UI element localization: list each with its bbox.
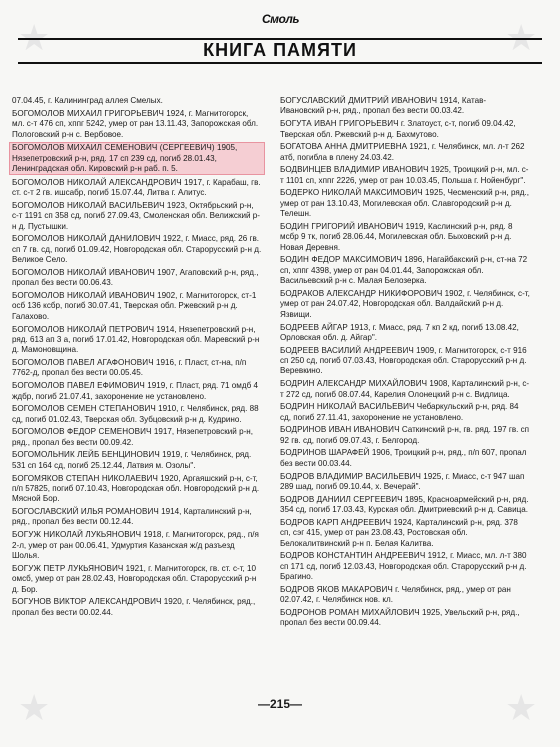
- memorial-entry: [12, 358, 262, 379]
- entry-details: 1920, г. Челябинск, ряд., пропал без вести 00.02.44.: [12, 597, 256, 617]
- entry-name: БОГОМОЛЬНИК ЛЕЙБ БЕНЦИНОВИЧ: [12, 450, 160, 460]
- entry-details: 1919, г. Пласт, ряд. 71 омдб 4 ждбр, погиб 21.07.41, захоронение не установлено.: [12, 381, 258, 401]
- entry-name: БОГОМОЛОВ НИКОЛАЙ ВАСИЛЬЕВИЧ: [12, 200, 165, 210]
- memorial-entry: [9, 142, 265, 175]
- star-icon: ★: [18, 17, 51, 58]
- entry-details: 1910, г. Челябинск, ряд. 88 сд, погиб 01.02.43, Тверская обл. Зубцовский р-н д. Кудрино.: [12, 404, 259, 424]
- entry-name: БОГОМОЛОВ ПАВЕЛ ЕФИМОВИЧ: [12, 381, 145, 391]
- entry-details: 1896, Нагайбакский р-н, ст-на 72 сп, хппг 4398, умер от ран 04.01.44, Запорожская обл. Васильевский р-н с. Малая Белозерка.: [280, 255, 528, 286]
- star-icon: ★: [505, 687, 538, 728]
- memorial-entry: [12, 381, 262, 402]
- memorial-entry: [12, 325, 262, 356]
- memorial-entry: [280, 119, 530, 140]
- entry-details: Саткинский р-н, гв. ряд. 197 гв. сп 92 гв. сд, погиб 09.07.43, г. Белгород.: [280, 425, 530, 445]
- entry-name: БОГОМОЛОВ НИКОЛАЙ ИВАНОВИЧ: [12, 290, 155, 300]
- entry-details: 1914, Нязепетровский р-н, ряд. 613 ап 3 а, погиб 17.01.42, Новгородская обл. Маревский р-н д. Мамоновщина.: [12, 324, 260, 355]
- memorial-entry: [12, 507, 262, 528]
- entry-name: БОДЕРКО НИКОЛАЙ МАКСИМОВИЧ: [280, 188, 423, 198]
- memorial-entry: [280, 222, 530, 253]
- memorial-entry: [12, 178, 262, 199]
- entry-name: БОДРОНОВ РОМАН МИХАЙЛОВИЧ: [280, 607, 420, 617]
- entry-name: БОГУЖ НИКОЛАЙ ЛУКЬЯНОВИЧ: [12, 530, 142, 540]
- entry-name: БОГОСЛАВСКИЙ ИЛЬЯ РОМАНОВИЧ: [12, 507, 159, 517]
- entry-details: Чебаркульский р-н, ряд. 84 сд, погиб 27.11.41, захоронение не установлено.: [280, 402, 519, 422]
- entry-details: 1912, г. Миасс, мл. л-т 380 сп 171 сд, погиб 12.03.43, Новгородская обл. Старорусский р-н д. Брагино.: [280, 551, 527, 582]
- entry-name: БОГУЖ ПЕТР ЛУКЬЯНОВИЧ: [12, 563, 124, 573]
- entry-name: БОГАТОВА АННА ДМИТРИЕВНА: [280, 142, 408, 152]
- entry-details: г. Челябинск, ряд., умер от ран 02.07.42, г. Челябинск нов. кл.: [280, 584, 511, 605]
- entry-name: БОДРОВ ЯКОВ МАКАРОВИЧ: [280, 584, 393, 594]
- entry-details: 1920, Аргаяшский р-н, с-т, п/п 57825, погиб 07.10.43, Новгородская обл. Новгородский р-н д. Мясной Бор.: [12, 473, 260, 504]
- memorial-entry: [12, 404, 262, 425]
- entry-details: 1906, Троицкий р-н, ряд., п/п 607, пропал без вести 00.03.44.: [280, 448, 527, 468]
- page-number: —215—: [257, 697, 303, 711]
- left-column: [12, 96, 262, 620]
- publisher-logo: Смоль: [262, 12, 299, 26]
- entry-details: 1921, г. Магнитогорск, гв. ст. с-т, 10 омсб, умер от ран 28.02.43, Новгородская обл. Старорусский р-н д. Бор.: [12, 563, 257, 594]
- entry-details: 1924, Карталинский р-н, ряд. 378 сп, сэг 415, умер от ран 23.08.43, Ростовская обл. Белокалитвинский р-н п. Белая Калитва.: [280, 517, 518, 548]
- memorial-entry: [12, 268, 262, 289]
- memorial-entry: [12, 450, 262, 471]
- memorial-entry: [280, 551, 530, 582]
- memorial-entry: [12, 234, 262, 265]
- entry-details: 1914, Катав-Ивановский р-н, ряд., пропал без вести 00.03.42.: [280, 96, 487, 116]
- entry-name: БОДРЕЕВ ВАСИЛИЙ АНДРЕЕВИЧ: [280, 345, 414, 355]
- memorial-entry: [280, 585, 530, 606]
- memorial-entry: [280, 472, 530, 493]
- entry-details: 1921, г. Челябинск, мл. л-т 262 атб, погибла в плену 24.03.42.: [280, 142, 525, 162]
- memorial-entry: [280, 289, 530, 320]
- memorial-entry: [280, 448, 530, 469]
- entry-name: БОДИН ГРИГОРИЙ ИВАНОВИЧ: [280, 221, 404, 231]
- entry-details: 1902, г. Челябинск, с-т, умер от ран 24.07.42, Новгородская обл. Валдайский р-н д. Язвищи.: [280, 288, 530, 319]
- memorial-entry: [12, 564, 262, 595]
- page-title: КНИГА ПАМЯТИ: [203, 40, 357, 60]
- star-icon: ★: [505, 17, 538, 58]
- memorial-entry: [12, 427, 262, 448]
- entry-name: БОДРОВ КАРП АНДРЕЕВИЧ: [280, 517, 392, 527]
- entry-name: БОГОМОЛОВ НИКОЛАЙ АЛЕКСАНДРОВИЧ: [12, 177, 182, 187]
- entry-details: 1908, Карталинский р-н, с-т 272 сд, погиб 08.07.44, Карелия Олонецкий р-н с. Видлица.: [280, 379, 530, 399]
- memorial-entry: [12, 291, 262, 322]
- entry-name: БОДРОВ ВЛАДИМИР ВАСИЛЬЕВИЧ: [280, 471, 422, 481]
- entry-details: 1917, г. Карабаш, гв. ст. с-т 2 гв. ишсабр, погиб 15.07.44, Литва г. Алитус.: [12, 177, 261, 198]
- entry-details: 1916, г. Пласт, ст-на, п/п 7762-д, пропал без вести 00.05.45.: [12, 358, 247, 378]
- memorial-entry: [12, 201, 262, 232]
- entry-name: БОГОМОЛОВ ФЕДОР СЕМЕНОВИЧ: [12, 427, 152, 437]
- entry-name: БОГОМОЛОВ ПАВЕЛ АГАФОНОВИЧ: [12, 358, 154, 368]
- memorial-entry: [280, 402, 530, 423]
- entry-name: БОДВИНЦЕВ ВЛАДИМИР ИВАНОВИЧ: [280, 165, 429, 175]
- entry-details: 1909, г. Магнитогорск, с-т 916 сп 250 сд, погиб 07.03.43, Новгородская обл. Старорусский р-н д. Веревкино.: [280, 345, 527, 376]
- entry-details: 1907, Агаповский р-н, ряд., пропал без вести 00.06.43.: [12, 267, 259, 288]
- page-header: [0, 0, 560, 72]
- memorial-entry: [280, 608, 530, 629]
- entry-name: БОДИН ФЕДОР МАКСИМОВИЧ: [280, 255, 402, 265]
- entry-details: 1925, Увельский р-н, ряд., пропал без вести 00.09.44.: [280, 607, 520, 628]
- entry-name: БОДРИНОВ ИВАН ИВАНОВИЧ: [280, 425, 400, 435]
- memorial-entry: [280, 323, 530, 344]
- memorial-entry: [12, 597, 262, 618]
- entry-name: БОГОМЯКОВ СТЕПАН НИКОЛАЕВИЧ: [12, 473, 159, 483]
- entry-details: 1925, г. Миасс, с-т 947 шап 289 шад, погиб 09.10.44, х. Вечерай".: [280, 471, 525, 491]
- entry-details: 1924, г. Магнитогорск, мл. с-т 476 сп, хппг 5242, умер от ран 13.11.43, Запорожская обл. Пологовский р-н с. Вербовое.: [12, 108, 259, 139]
- entry-name: БОГОМОЛОВ НИКОЛАЙ ПЕТРОВИЧ: [12, 324, 155, 334]
- right-column: [280, 96, 530, 631]
- entry-details: 1914, Карталинский р-н, ряд., пропал без вести 00.12.44.: [12, 507, 252, 527]
- memorial-entry: [280, 142, 530, 163]
- entry-details: 1925, Чесменский р-н, ряд., умер от ран 13.10.43, Могилевская обл. Славгородский р-н д. Телешн.: [280, 188, 530, 219]
- memorial-entry: [280, 255, 530, 286]
- entry-name: БОГОМОЛОВ МИХАИЛ ГРИГОРЬЕВИЧ: [12, 108, 165, 118]
- memorial-entry: [280, 96, 530, 117]
- entry-name: БОДРИНОВ ШАРАФЕЙ: [280, 448, 370, 458]
- entry-name: БОГУНОВ ВИКТОР АЛЕКСАНДРОВИЧ: [12, 597, 162, 607]
- memorial-entry: [12, 109, 262, 140]
- entry-name: БОГУСЛАВСКИЙ ДМИТРИЙ ИВАНОВИЧ: [280, 96, 438, 105]
- entry-details: 1902, г. Магнитогорск, ст-1 осб 136 ксбр, погиб 30.07.41, Тверская обл. Ржевский р-н д. Галахово.: [12, 290, 257, 321]
- memorial-entry: [12, 474, 262, 505]
- entry-name: БОГОМОЛОВ НИКОЛАЙ ДАНИЛОВИЧ: [12, 234, 161, 244]
- entry-name: БОГОМОЛОВ МИХАИЛ СЕМЕНОВИЧ (СЕРГЕЕВИЧ): [12, 143, 215, 153]
- memorial-entry: [280, 346, 530, 377]
- entry-name: БОДРОВ ДАНИИЛ СЕРГЕЕВИЧ: [280, 494, 403, 504]
- entry-name: БОДРИН НИКОЛАЙ ВАСИЛЬЕВИЧ: [280, 402, 415, 412]
- entry-name: БОГОМОЛОВ НИКОЛАЙ ИВАНОВИЧ: [12, 267, 155, 277]
- entry-name: БОДРАКОВ АЛЕКСАНДР НИКИФОРОВИЧ: [280, 288, 443, 298]
- memorial-entry: [280, 518, 530, 549]
- memorial-entry: [280, 379, 530, 400]
- entry-details: 07.04.45, г. Калининград аллея Смелых.: [12, 96, 163, 105]
- entry-details: 1918, г. Магнитогорск, ряд., п/я 2-л, умер от ран 00.06.41, Удмуртия Казанская ж/д разъезд Шолья.: [12, 530, 259, 560]
- memorial-entry: [12, 96, 262, 106]
- entry-name: БОДРЕЕВ АЙГАР: [280, 322, 348, 332]
- entry-details: 1919, г. Челябинск, ряд. 531 сп 164 сд, погиб 25.12.44, Латвия м. Озолы".: [12, 450, 252, 470]
- entry-details: г. Златоуст, с-т, погиб 09.04.42, Тверская обл. Ржевский р-н д. Бахмутово.: [280, 119, 516, 139]
- entry-details: 1923, Октябрьский р-н, с-т 1191 сп 358 сд, погиб 27.09.43, Смоленская обл. Велижский р-н д. Пустышки.: [12, 200, 260, 231]
- entry-details: 1905, Нязепетровский р-н, ряд. 17 сп 239 сд, погиб 28.01.43, Ленинградская обл. Кировский р-н раб. п. 5.: [12, 143, 238, 174]
- entry-details: 1919, Каслинский р-н, ряд. 8 мсбр 9 тк, погиб 28.06.44, Могилевская обл. Быховский р-н д. Новая Деревня.: [280, 221, 513, 252]
- memorial-entry: [280, 425, 530, 446]
- entry-name: БОДРОВ КОНСТАНТИН АНДРЕЕВИЧ: [280, 551, 426, 561]
- entry-details: 1913, г. Миасс, ряд. 7 кп 2 кд, погиб 13.08.42, Орловская обл. д. Айгар".: [280, 322, 519, 342]
- memorial-entry: [280, 188, 530, 219]
- entry-name: БОГУТА ИВАН ГРИГОРЬЕВИЧ: [280, 119, 399, 129]
- entry-name: БОДРИН АЛЕКСАНДР МИХАЙЛОВИЧ: [280, 379, 428, 389]
- memorial-entry: [280, 165, 530, 186]
- memorial-entry: [12, 530, 262, 561]
- entry-details: 1917, Нязепетровский р-н, ряд., пропал без вести 00.09.42.: [12, 427, 253, 447]
- star-icon: ★: [18, 687, 51, 728]
- entry-details: 1925, Троицкий р-н, мл. с-т 1101 сп, хппг 2226, умер от ран 10.03.45, Польша г. Нойенбург".: [280, 165, 529, 185]
- memorial-entry: [280, 495, 530, 516]
- entry-name: БОГОМОЛОВ СЕМЕН СТЕПАНОВИЧ: [12, 404, 156, 414]
- entry-details: 1922, г. Миасс, ряд. 26 гв. сп 7 гв. сд, погиб 01.09.42, Новгородская обл. Старорусский р-н д. Великое Село.: [12, 234, 262, 265]
- entry-details: 1895, Красноармейский р-н, ряд. 354 сд, погиб 17.03.43, Курская обл. Дмитриевский р-н д. Савица.: [280, 494, 529, 515]
